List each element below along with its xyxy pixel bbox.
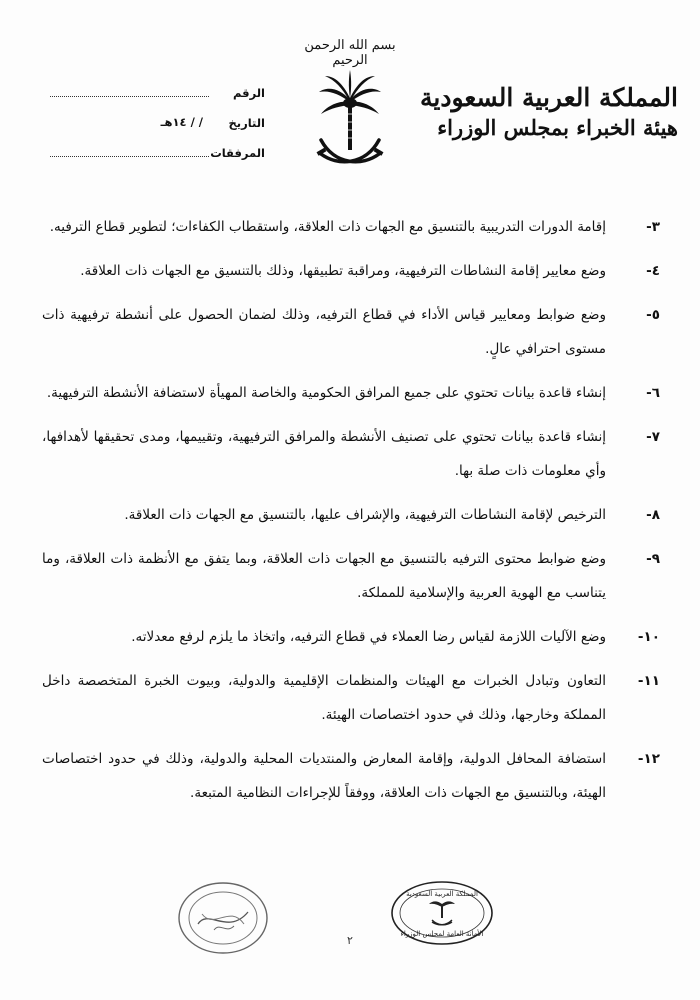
- list-item: [42, 420, 660, 488]
- item-number: ٣-: [646, 219, 660, 235]
- list-item: [42, 254, 660, 288]
- item-text: إنشاء قاعدة بيانات تحتوي على جميع المرافق الحكومية والخاصة المهيأة لاستضافة الأنشطة الترفيهية.: [46, 385, 606, 401]
- item-number: ٧-: [646, 429, 660, 445]
- stamp-text-bottom: الأمانة العامة لمجلس الوزراء: [400, 930, 484, 938]
- item-text: استضافة المحافل الدولية، وإقامة المعارض والمنتديات المحلية والدولية، وذلك في حدود اختصاصات الهيئة، وبالتنسيق مع الجهات ذات العلاقة، ووفقاً للإجراءات النظامية المتبعة.: [42, 751, 606, 801]
- numbered-list: [42, 210, 660, 820]
- stamp-text-top: المملكة العربية السعودية: [406, 890, 478, 898]
- attachments-row: [40, 146, 265, 176]
- item-text: الترخيص لإقامة النشاطات الترفيهية، والإشراف عليها، بالتنسيق مع الجهات ذات العلاقة.: [124, 507, 606, 523]
- reference-number-label: الرقم: [233, 86, 265, 100]
- item-text: وضع ضوابط محتوى الترفيه بالتنسيق مع الجهات ذات العلاقة، وبما يتفق مع الأنظمة ذات العلاقة، وما يتناسب مع الهوية العربية والإسلامية للمملكة.: [42, 551, 606, 601]
- agency-name: هيئة الخبراء بمجلس الوزراء: [437, 115, 678, 140]
- list-item: [42, 664, 660, 732]
- item-number: ٥-: [646, 307, 660, 323]
- reference-number-line: [50, 96, 209, 97]
- date-row: [40, 116, 265, 146]
- item-number: ١٠-: [637, 629, 660, 645]
- item-text: وضع ضوابط ومعايير قياس الأداء في قطاع الترفيه، وذلك لضمان الحصول على أنشطة ترفيهية ذات مستوى احترافي عالٍ.: [42, 307, 606, 357]
- item-text: التعاون وتبادل الخبرات مع الهيئات والمنظمات الإقليمية والدولية، وبيوت الخبرة المتخصصة داخل المملكة وخارجها، وذلك في حدود اختصاصات الهيئة.: [42, 673, 606, 723]
- date-label: التاريخ: [228, 116, 265, 130]
- reference-number-row: [40, 86, 265, 116]
- attachments-label: المرفقات: [210, 146, 265, 160]
- item-number: ١٢-: [637, 751, 660, 767]
- item-number: ٦-: [646, 385, 660, 401]
- item-text: وضع الآليات اللازمة لقياس رضا العملاء في قطاع الترفيه، واتخاذ ما يلزم لرفع معدلاته.: [131, 629, 606, 645]
- item-text: وضع معايير إقامة النشاطات الترفيهية، ومراقبة تطبيقها، وذلك بالتنسيق مع الجهات ذات العلاقة.: [80, 263, 606, 279]
- item-number: ٤-: [646, 263, 660, 279]
- item-text: إقامة الدورات التدريبية بالتنسيق مع الجهات ذات العلاقة، واستقطاب الكفاءات؛ لتطوير قطاع الترفيه.: [49, 219, 606, 235]
- organization-header: [418, 82, 678, 142]
- list-item: [42, 298, 660, 366]
- basmala-text: بسم الله الرحمن الرحيم: [304, 38, 396, 68]
- oval-stamp-icon: [388, 878, 496, 948]
- saudi-emblem-icon: [315, 70, 385, 175]
- list-item: [42, 742, 660, 810]
- item-number: ١١-: [637, 673, 660, 689]
- date-value: / / ١٤هـ: [160, 115, 203, 129]
- list-item: [42, 620, 660, 654]
- item-number: ٨-: [646, 507, 660, 523]
- round-stamp-icon: [168, 878, 278, 958]
- item-text: إنشاء قاعدة بيانات تحتوي على تصنيف الأنشطة والمرافق الترفيهية، وتقييمها، ومدى تحقيقها لأهدافها، وأي معلومات ذات صلة بها.: [42, 429, 606, 479]
- item-number: ٩-: [646, 551, 660, 567]
- list-item: [42, 210, 660, 244]
- list-item: [42, 542, 660, 610]
- country-name: المملكة العربية السعودية: [419, 83, 678, 112]
- list-item: [42, 376, 660, 410]
- reference-fields: [40, 86, 265, 176]
- list-item: [42, 498, 660, 532]
- attachments-line: [50, 156, 209, 157]
- page-number: ٢: [347, 934, 353, 947]
